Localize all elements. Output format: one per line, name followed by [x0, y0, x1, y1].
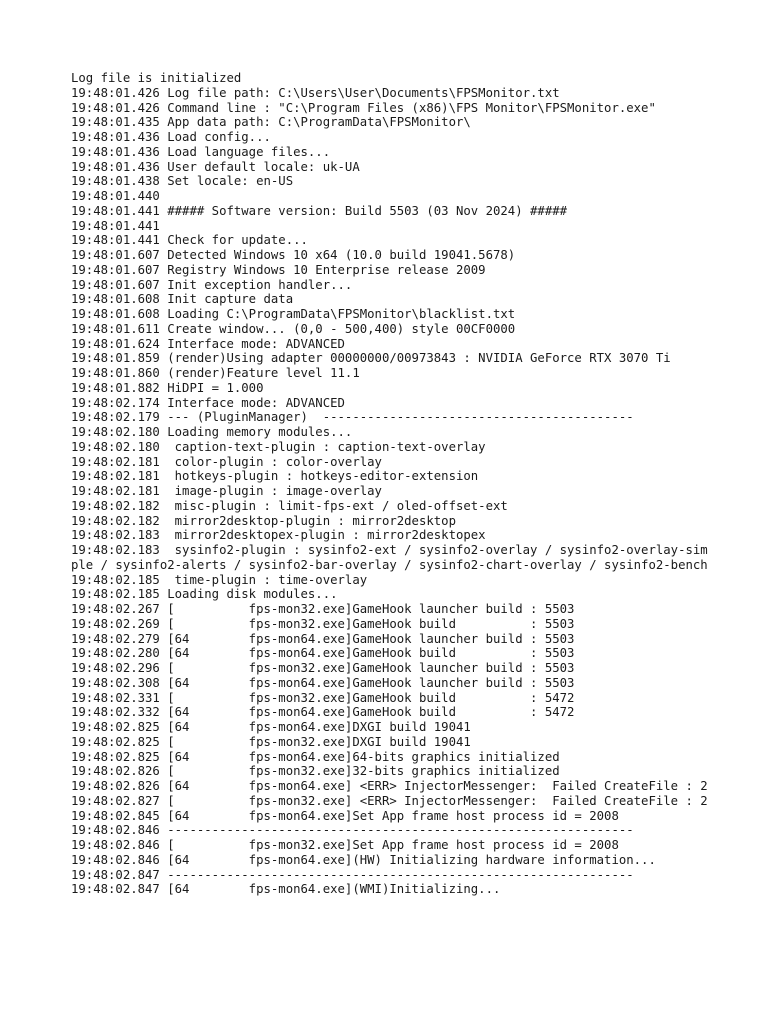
log-line: 19:48:01.882 HiDPI = 1.000 — [71, 380, 264, 395]
log-line: 19:48:01.441 ##### Software version: Build 5503 (03 Nov 2024) ##### — [71, 203, 568, 218]
log-line: 19:48:02.182 misc-plugin : limit-fps-ext / oled-offset-ext — [71, 498, 508, 513]
log-line: 19:48:02.847 --------------------------------------------------------------- — [71, 867, 634, 882]
log-line: 19:48:01.436 Load config... — [71, 130, 271, 144]
log-line: 19:48:01.440 — [71, 189, 160, 203]
log-line: 19:48:02.846 --------------------------------------------------------------- — [71, 823, 634, 838]
log-line: 19:48:01.438 Set locale: en-US — [71, 174, 294, 189]
log-line: 19:48:02.185 Loading disk modules... — [71, 587, 338, 602]
log-line: 19:48:02.825 [64 fps-mon64.exe]64-bits graphics initialized — [71, 749, 560, 764]
log-line: 19:48:01.426 Log file path: C:\Users\User\Documents\FPSMonitor.txt — [71, 85, 560, 100]
log-line: 19:48:02.183 mirror2desktopex-plugin : mirror2desktopex — [71, 528, 486, 543]
log-line: 19:48:02.308 [64 fps-mon64.exe]GameHook launcher build : 5503 — [71, 675, 575, 690]
log-line: 19:48:01.611 Create window... (0,0 - 500,400) style 00CF0000 — [71, 321, 516, 336]
log-line: 19:48:01.435 App data path: C:\ProgramData\FPSMonitor\ — [71, 115, 471, 130]
log-line: 19:48:02.826 [ fps-mon32.exe]32-bits graphics initialized — [71, 764, 560, 779]
log-line: 19:48:01.607 Init exception handler... — [71, 277, 353, 292]
log-line: 19:48:02.182 mirror2desktop-plugin : mirror2desktop — [71, 513, 456, 528]
log-line: 19:48:01.859 (render)Using adapter 00000000/00973843 : NVIDIA GeForce RTX 3070 Ti — [71, 351, 671, 366]
log-line: 19:48:01.441 Check for update... — [71, 233, 308, 248]
log-line: 19:48:01.436 Load language files... — [71, 144, 331, 159]
log-line: 19:48:02.185 time-plugin : time-overlay — [71, 572, 368, 587]
log-line: 19:48:02.826 [64 fps-mon64.exe] <ERR> InjectorMessenger: Failed CreateFile : 2 — [71, 779, 708, 793]
log-line: 19:48:02.269 [ fps-mon32.exe]GameHook build : 5503 — [71, 616, 575, 631]
log-line: Log file is initialized — [71, 71, 242, 85]
log-line: 19:48:02.180 Loading memory modules... — [71, 425, 353, 439]
log-text-view — [71, 71, 711, 897]
log-line: 19:48:01.426 Command line : "C:\Program Files (x86)\FPS Monitor\FPSMonitor.exe" — [71, 100, 656, 115]
log-line: 19:48:02.827 [ fps-mon32.exe] <ERR> InjectorMessenger: Failed CreateFile : 2 — [71, 793, 708, 808]
log-line: 19:48:01.608 Init capture data — [71, 292, 294, 307]
log-line: 19:48:02.181 image-plugin : image-overlay — [71, 484, 382, 498]
log-line: 19:48:02.180 caption-text-plugin : caption-text-overlay — [71, 439, 486, 454]
log-line: 19:48:02.846 [ fps-mon32.exe]Set App frame host process id = 2008 — [71, 838, 619, 852]
log-line: 19:48:01.607 Detected Windows 10 x64 (10.0 build 19041.5678) — [71, 248, 516, 262]
log-line: 19:48:02.332 [64 fps-mon64.exe]GameHook build : 5472 — [71, 705, 575, 720]
log-line: 19:48:01.860 (render)Feature level 11.1 — [71, 366, 360, 380]
log-line: 19:48:02.279 [64 fps-mon64.exe]GameHook launcher build : 5503 — [71, 631, 575, 646]
log-line: 19:48:02.183 sysinfo2-plugin : sysinfo2-ext / sysinfo2-overlay / sysinfo2-overlay-simple / sysinfo2-alerts / sysinfo2-bar-overlay / sysinfo2-chart-overlay / sysinfo2-bench — [71, 543, 708, 572]
log-line: 19:48:02.845 [64 fps-mon64.exe]Set App frame host process id = 2008 — [71, 808, 619, 823]
log-line: 19:48:02.296 [ fps-mon32.exe]GameHook launcher build : 5503 — [71, 661, 575, 675]
log-line: 19:48:02.825 [ fps-mon32.exe]DXGI build 19041 — [71, 734, 471, 749]
log-line: 19:48:02.331 [ fps-mon32.exe]GameHook build : 5472 — [71, 690, 575, 705]
log-line: 19:48:02.179 --- (PluginManager) ------------------------------------------ — [71, 410, 634, 425]
log-line: 19:48:01.624 Interface mode: ADVANCED — [71, 336, 345, 351]
log-line: 19:48:02.847 [64 fps-mon64.exe](WMI)Initializing... — [71, 882, 501, 897]
log-line: 19:48:02.174 Interface mode: ADVANCED — [71, 395, 345, 410]
log-line: 19:48:02.846 [64 fps-mon64.exe](HW) Initializing hardware information... — [71, 852, 656, 867]
log-line: 19:48:02.825 [64 fps-mon64.exe]DXGI build 19041 — [71, 720, 471, 734]
log-line: 19:48:01.607 Registry Windows 10 Enterprise release 2009 — [71, 262, 486, 277]
log-line: 19:48:02.280 [64 fps-mon64.exe]GameHook build : 5503 — [71, 646, 575, 661]
log-line: 19:48:01.436 User default locale: uk-UA — [71, 159, 360, 174]
log-line: 19:48:01.608 Loading C:\ProgramData\FPSMonitor\blacklist.txt — [71, 307, 516, 321]
log-line: 19:48:02.181 color-plugin : color-overlay — [71, 454, 382, 469]
log-line: 19:48:02.267 [ fps-mon32.exe]GameHook launcher build : 5503 — [71, 602, 575, 616]
log-line: 19:48:01.441 — [71, 218, 160, 233]
log-line: 19:48:02.181 hotkeys-plugin : hotkeys-editor-extension — [71, 469, 479, 484]
